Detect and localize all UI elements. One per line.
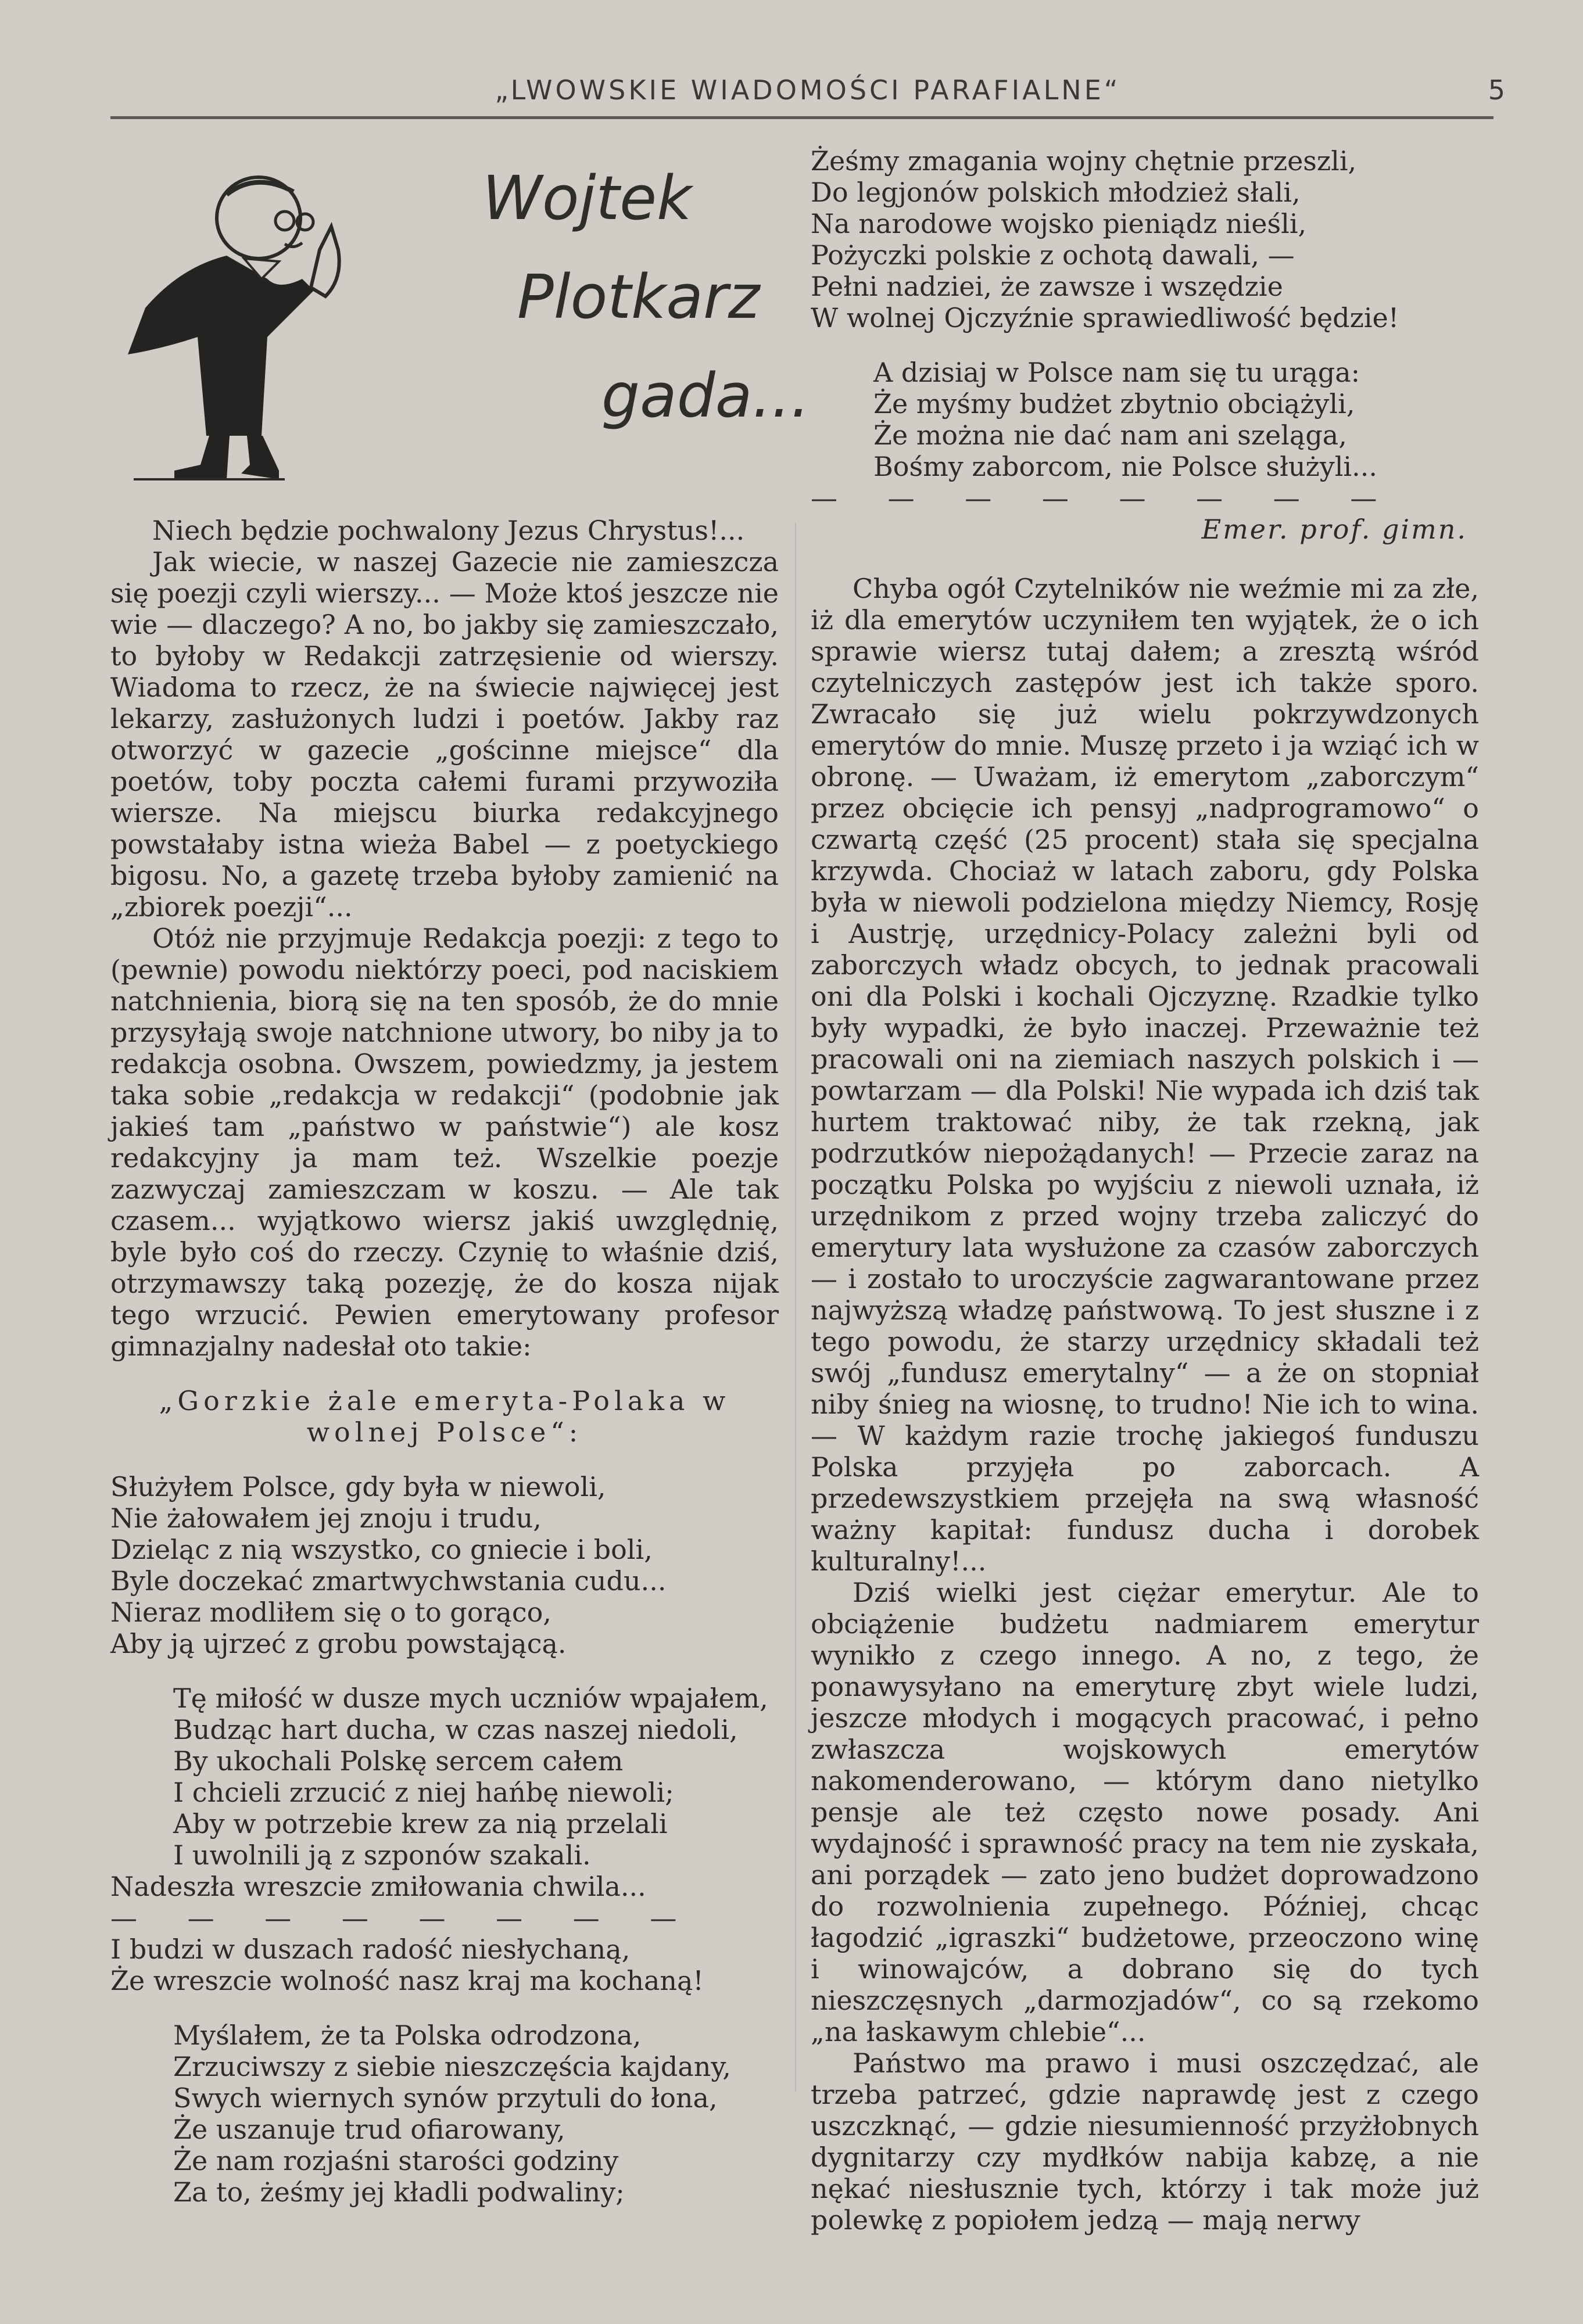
dash-separator: — — — — — — — —: [811, 482, 1377, 514]
poem-line: Aby ją ujrzeć z grobu powstającą.: [110, 1628, 567, 1659]
paragraph: Państwo ma prawo i musi oszczędzać, ale trzeba patrzeć, gdzie naprawdę jest z czego uszczknąć, — gdzie niesumienność przyżłobnych dygnitarzy czy mydłków nabija kabzę, a nie nękać niesłusznie tych, którzy i tak może już polewkę z popiołem jedzą — mają nerwy: [811, 2047, 1479, 2236]
poem-line: I chcieli zrzucić z niej hańbę niewoli;: [173, 1777, 674, 1808]
poem-stanza: [110, 1934, 779, 1996]
feature-title-line1: Wojtek: [482, 163, 692, 234]
poem-line: Bośmy zaborcom, nie Polsce służyli...: [873, 451, 1377, 482]
poem-line: Że można nie dać nam ani szeląga,: [873, 419, 1347, 451]
poem-line: Do legjonów polskich młodzież słali,: [811, 177, 1301, 208]
poem-line: Na narodowe wojsko pieniądz nieśli,: [811, 208, 1307, 239]
poem-line: I uwolnili ją z szponów szakali.: [173, 1839, 591, 1871]
poem-title: „Gorzkie żale emeryta-Polaka w wolnej Polsce“:: [159, 1385, 730, 1448]
poem-line: Myślałem, że ta Polska odrodzona,: [173, 2020, 642, 2051]
paragraph: Otóż nie przyjmuje Redakcja poezji: z tego to (pewnie) powodu niektórzy poeci, pod naciskiem natchnienia, biorą się na ten sposób, że do mnie przysyłają swoje natchnione utwory, bo niby ja to redakcja osobna. Owszem, powiedzmy, ja jestem taka sobie „redakcja w redakcji“ (podobnie jak jakieś tam „państwo w państwie“) ale kosz redakcyjny ja mam też. Wszelkie poezje zazwyczaj zamieszczam w koszu. — Ale tak czasem... wyjątkowo wiersz jakiś uwzględnię, byle było coś do rzeczy. Czynię to właśnie dziś, otrzymawszy taką pozezję, że do kosza nijak tego wrzucić. Pewien emerytowany profesor gimnazjalny nadesłał oto takie:: [110, 923, 779, 1362]
poem-line: Nie żałowałem jej znoju i trudu,: [110, 1502, 542, 1534]
poem-line: Tę miłość w dusze mych uczniów wpajałem,: [173, 1683, 768, 1714]
poem-line: Że uszanuje trud ofiarowany,: [173, 2114, 565, 2145]
right-column: [811, 145, 1479, 2236]
poem-line: Służyłem Polsce, gdy była w niewoli,: [110, 1471, 606, 1502]
dash-separator: — — — — — — — —: [110, 1902, 677, 1934]
page-number: 5: [1488, 74, 1505, 106]
poem-line: Swych wiernych synów przytuli do łona,: [173, 2082, 718, 2114]
poem-signature: Emer. prof. gimn.: [1201, 514, 1467, 545]
paragraph: Niech będzie pochwalony Jezus Chrystus!...: [152, 515, 745, 546]
poem-line: Pełni nadziei, że zawsze i wszędzie: [811, 271, 1283, 302]
poem-stanza: [811, 357, 1479, 482]
left-column: [110, 145, 810, 2208]
page-header: [110, 64, 1505, 122]
paragraph: Jak wiecie, w naszej Gazecie nie zamieszcza się poezji czyli wierszy... — Może ktoś jeszcze nie wie — dlaczego? A no, bo jakby się zamieszczało, to byłoby w Redakcji zatrzęsienie od wierszy. Wiadoma to rzecz, że na świecie najwięcej jest lekarzy, zasłużonych ludzi i poetów. Jakby raz otworzyć w gazecie „gościnne miejsce“ dla poetów, toby poczta całemi furami przywoziła wiersze. Na miejscu biurka redakcyjnego powstałaby istna wieża Babel — z poetyckiego bigosu. No, a gazetę trzeba byłoby zamienić na „zbiorek poezji“...: [110, 546, 779, 923]
poem-line: Byle doczekać zmartwychwstania cudu...: [110, 1565, 667, 1597]
poem-line: Dzieląc z nią wszystko, co gniecie i boli,: [110, 1534, 653, 1565]
poem-line: I budzi w duszach radość niesłychaną,: [110, 1934, 631, 1965]
feature-title-line3: gada...: [601, 360, 810, 431]
poem-line: Za to, żeśmy jej kładli podwaliny;: [173, 2176, 625, 2208]
poem-line: Żeśmy zmagania wojny chętnie przeszli,: [811, 145, 1357, 177]
poem-line: Nieraz modliłem się o to gorąco,: [110, 1597, 551, 1628]
feature-heading: [110, 145, 810, 494]
poem-stanza: [110, 2020, 779, 2208]
publication-title: „LWOWSKIE WIADOMOŚCI PARAFIALNE“: [495, 74, 1121, 106]
poem-line: Aby w potrzebie krew za nią przelali: [173, 1808, 668, 1839]
poem-line: Że myśmy budżet zbytnio obciążyli,: [873, 388, 1355, 419]
header-rule: [110, 116, 1494, 119]
paragraph: Chyba ogół Czytelników nie weźmie mi za złe, iż dla emerytów uczyniłem ten wyjątek, że o ich sprawie wiersz tutaj dałem; a zresztą wśród czytelniczych zastępów jest ich także sporo. Zwracało się już wielu pokrzywdzonych emerytów do mnie. Muszę przeto i ja wziąć ich w obronę. — Uważam, iż emerytom „zaborczym“ przez obcięcie ich pensyj „nadprogramowo“ o czwartą część (25 procent) stała się specjalna krzywda. Chociaż w latach zaboru, gdy Polska była w niewoli podzielona między Niemcy, Rosję i Austrję, urzędnicy-Polacy zależni byli od zaborczych władz obcych, to jednak pracowali oni dla Polski i kochali Ojczyznę. Rzadkie tylko były wypadki, że było inaczej. Przeważnie też pracowali oni na ziemiach naszych polskich i — powtarzam — dla Polski! Nie wypada ich dziś tak hurtem traktować niby, że tak rzekną, jak podrzutków niepożądanych! — Przecie zaraz na początku Polska po wyjściu z niewoli uznała, iż urzędnikom z przed wojny trzeba zaliczyć do emerytury lata wysłużone za czasów zaborczych — i zostało to uroczyście zagwarantowane przez najwyższą władzę państwową. To jest słuszne i z tego powodu, że starzy urzędnicy składali też swój „fundusz emerytalny“ — a że on stopniał niby śnieg na wiosnę, to trudno! Nie ich to wina. — W każdym razie trochę jakiegoś funduszu Polska przyjęła po zaborcach. A przedewszystkiem przejęła na swą własność ważny kapitał: fundusz ducha i dorobek kulturalny!...: [811, 573, 1479, 1577]
poem-line: Że nam rozjaśni starości godziny: [173, 2145, 619, 2176]
poem-line: Że wreszcie wolność nasz kraj ma kochaną!: [110, 1965, 704, 1996]
poem-stanza: [110, 1683, 779, 1871]
poem-stanza: [110, 1871, 779, 1902]
poem-line: By ukochali Polskę sercem całem: [173, 1745, 624, 1777]
poem-line: W wolnej Ojczyźnie sprawiedliwość będzie!: [811, 302, 1399, 333]
poem-line: A dzisiaj w Polsce nam się tu urąga:: [873, 357, 1360, 388]
poem-stanza: [110, 1471, 779, 1659]
column-divider: [795, 523, 796, 2092]
paragraph: Dziś wielki jest ciężar emerytur. Ale to obciążenie budżetu nadmiarem emerytur wynikło z czego innego. A no, z tego, że ponawysyłano na emeryturę zbyt wiele ludzi, jeszcze młodych i mogących pracować, i pełno zwłaszcza wojskowych emerytów nakomenderowano, — którym dano nietylko pensje ale też często nowe posady. Ani wydajność i sprawność pracy na tem nie zyskała, ani porządek — zato jeno budżet doprowadzono do rozwolnienia zupełnego. Później, chcąc łagodzić „igraszki“ budżetowe, przeoczono winę i winowajców, a dobrano się do tych nieszczęsnych „darmozjadów“, co są rzekomo „na łaskawym chlebie“...: [811, 1577, 1479, 2047]
poem-line: Budząc hart ducha, w czas naszej niedoli,: [173, 1714, 738, 1745]
poem-line: Pożyczki polskie z ochotą dawali, —: [811, 239, 1295, 271]
poem-line: Zrzuciwszy z siebie nieszczęścia kajdany,: [173, 2051, 731, 2082]
feature-title-line2: Plotkarz: [517, 261, 760, 332]
poem-line: Nadeszła wreszcie zmiłowania chwila...: [110, 1871, 646, 1902]
gossip-man-illustration-icon: [110, 163, 366, 488]
poem-stanza: [811, 145, 1479, 333]
